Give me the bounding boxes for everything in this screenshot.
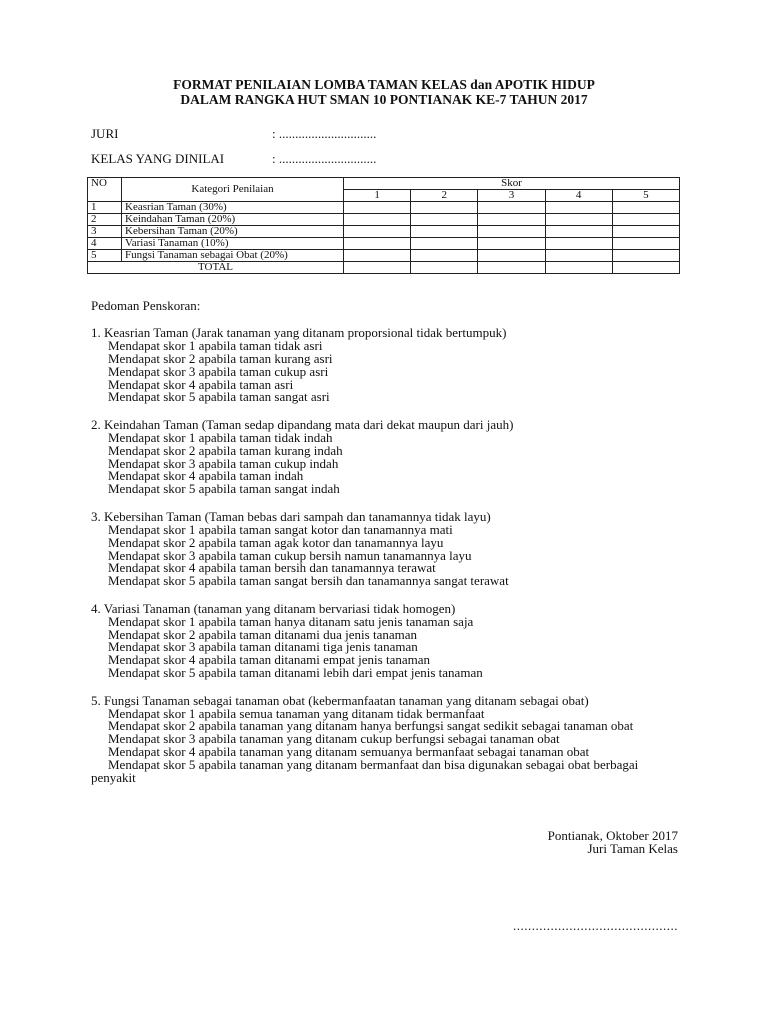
guide-section-kebersihan — [91, 508, 691, 589]
list-item: Mendapat skor 3 apabila taman cukup asri — [108, 363, 329, 379]
row-kategori: Keasrian Taman (30%) — [122, 202, 344, 214]
list-item: Mendapat skor 4 apabila taman bersih dan tanamannya terawat — [108, 560, 436, 576]
list-item: Mendapat skor 3 apabila tanaman yang ditanam cukup berfungsi sebagai tanaman obat — [108, 731, 560, 747]
score-cell — [612, 250, 679, 262]
row-no: 5 — [88, 250, 122, 262]
score-cell — [545, 202, 612, 214]
score-cell — [344, 226, 411, 238]
header-no: NO — [88, 178, 122, 202]
row-no: 4 — [88, 238, 122, 250]
list-item: Mendapat skor 3 apabila taman cukup indah — [108, 455, 339, 471]
table-row — [88, 202, 680, 214]
list-item: Mendapat skor 2 apabila taman kurang asri — [108, 350, 333, 366]
list-item: Mendapat skor 1 apabila taman hanya ditanam satu jenis tanaman saja — [108, 613, 474, 629]
score-cell — [411, 250, 478, 262]
section-title: 1. Keasrian Taman (Jarak tanaman yang ditanam proporsional tidak bertumpuk) — [91, 324, 507, 340]
list-item: Mendapat skor 4 apabila taman ditanami empat jenis tanaman — [108, 652, 431, 668]
list-item: Mendapat skor 2 apabila taman ditanami dua jenis tanaman — [108, 626, 418, 642]
table-row — [88, 238, 680, 250]
score-cell — [344, 214, 411, 226]
score-cell — [411, 214, 478, 226]
list-item: Mendapat skor 1 apabila semua tanaman yang ditanam tidak bermanfaat — [108, 705, 485, 721]
header-skor: Skor — [344, 178, 680, 190]
row-no: 3 — [88, 226, 122, 238]
signature-place-date: Pontianak, Oktober 2017 — [547, 828, 678, 843]
header-score-1: 1 — [344, 190, 411, 202]
list-item: Mendapat skor 5 apabila taman sangat bersih dan tanamannya sangat terawat — [108, 573, 509, 589]
row-kategori: Variasi Tanaman (10%) — [122, 238, 344, 250]
kelas-value: : .............................. — [272, 151, 377, 166]
score-cell — [478, 238, 545, 250]
list-item: Mendapat skor 5 apabila tanaman yang ditanam bermanfaat dan bisa digunakan sebagai obat berbagai penyakit — [91, 757, 639, 786]
guide-section-variasi — [91, 600, 691, 681]
total-label: TOTAL — [88, 262, 344, 274]
score-cell — [545, 262, 612, 274]
score-cell — [344, 238, 411, 250]
score-cell — [478, 202, 545, 214]
header-score-5: 5 — [612, 190, 679, 202]
score-cell — [411, 238, 478, 250]
juri-label: JURI — [91, 126, 119, 141]
guide-section-fungsi — [91, 692, 691, 786]
score-cell — [545, 226, 612, 238]
score-cell — [344, 262, 411, 274]
list-item: Mendapat skor 1 apabila taman tidak indah — [108, 429, 333, 445]
document-subtitle: DALAM RANGKA HUT SMAN 10 PONTIANAK KE-7 TAHUN 2017 — [180, 92, 588, 107]
document-title: FORMAT PENILAIAN LOMBA TAMAN KELAS dan APOTIK HIDUP — [173, 77, 595, 92]
list-item: Mendapat skor 5 apabila taman sangat indah — [108, 481, 340, 497]
score-cell — [478, 214, 545, 226]
signature-role: Juri Taman Kelas — [587, 841, 678, 856]
scoring-guide — [91, 300, 691, 800]
list-item: Mendapat skor 3 apabila taman ditanami tiga jenis tanaman — [108, 639, 418, 655]
row-kategori: Keindahan Taman (20%) — [122, 214, 344, 226]
kelas-label: KELAS YANG DINILAI — [91, 151, 225, 166]
table-row — [88, 250, 680, 262]
section-title: 4. Variasi Tanaman (tanaman yang ditanam bervariasi tidak homogen) — [91, 600, 456, 616]
juri-value: : .............................. — [272, 126, 377, 141]
score-cell — [411, 262, 478, 274]
list-item: Mendapat skor 4 apabila taman indah — [108, 468, 304, 484]
list-item: Mendapat skor 4 apabila tanaman yang ditanam semuanya bermanfaat sebagai tanaman obat — [108, 744, 590, 760]
table-row — [88, 214, 680, 226]
score-cell — [478, 262, 545, 274]
score-cell — [344, 250, 411, 262]
row-kategori: Kebersihan Taman (20%) — [122, 226, 344, 238]
row-no: 1 — [88, 202, 122, 214]
guide-heading: Pedoman Penskoran: — [91, 298, 201, 313]
guide-section-keasrian — [91, 324, 691, 405]
list-item: Mendapat skor 2 apabila taman agak kotor dan tanamannya layu — [108, 534, 444, 550]
list-item: Mendapat skor 2 apabila tanaman yang ditanam hanya berfungsi sangat sedikit sebagai tanaman obat — [108, 718, 634, 734]
total-row — [88, 262, 680, 274]
score-cell — [545, 250, 612, 262]
score-cell — [478, 250, 545, 262]
row-kategori: Fungsi Tanaman sebagai Obat (20%) — [122, 250, 344, 262]
score-table — [87, 177, 680, 274]
list-item: Mendapat skor 3 apabila taman cukup bersih namun tanamannya layu — [108, 547, 472, 563]
score-cell — [411, 226, 478, 238]
header-score-4: 4 — [545, 190, 612, 202]
header-kategori: Kategori Penilaian — [122, 178, 344, 202]
score-cell — [612, 202, 679, 214]
signature-line: ............................................ — [513, 918, 678, 933]
score-cell — [612, 214, 679, 226]
list-item: Mendapat skor 5 apabila taman ditanami lebih dari empat jenis tanaman — [108, 665, 483, 681]
guide-section-keindahan — [91, 416, 691, 497]
score-cell — [545, 238, 612, 250]
header-score-3: 3 — [478, 190, 545, 202]
list-item: Mendapat skor 2 apabila taman kurang indah — [108, 442, 343, 458]
score-cell — [612, 226, 679, 238]
list-item: Mendapat skor 5 apabila taman sangat asri — [108, 389, 330, 405]
score-cell — [612, 262, 679, 274]
score-cell — [344, 202, 411, 214]
section-title: 2. Keindahan Taman (Taman sedap dipandang mata dari dekat maupun dari jauh) — [91, 416, 514, 432]
score-cell — [545, 214, 612, 226]
list-item: Mendapat skor 1 apabila taman sangat kotor dan tanamannya mati — [108, 521, 453, 537]
list-item: Mendapat skor 4 apabila taman asri — [108, 376, 294, 392]
score-cell — [411, 202, 478, 214]
row-no: 2 — [88, 214, 122, 226]
section-title: 5. Fungsi Tanaman sebagai tanaman obat (kebermanfaatan tanaman yang ditanam sebagai obat) — [91, 692, 589, 708]
score-cell — [612, 238, 679, 250]
header-score-2: 2 — [411, 190, 478, 202]
score-cell — [478, 226, 545, 238]
list-item: Mendapat skor 1 apabila taman tidak asri — [108, 337, 323, 353]
section-title: 3. Kebersihan Taman (Taman bebas dari sampah dan tanamannya tidak layu) — [91, 508, 491, 524]
table-row — [88, 226, 680, 238]
